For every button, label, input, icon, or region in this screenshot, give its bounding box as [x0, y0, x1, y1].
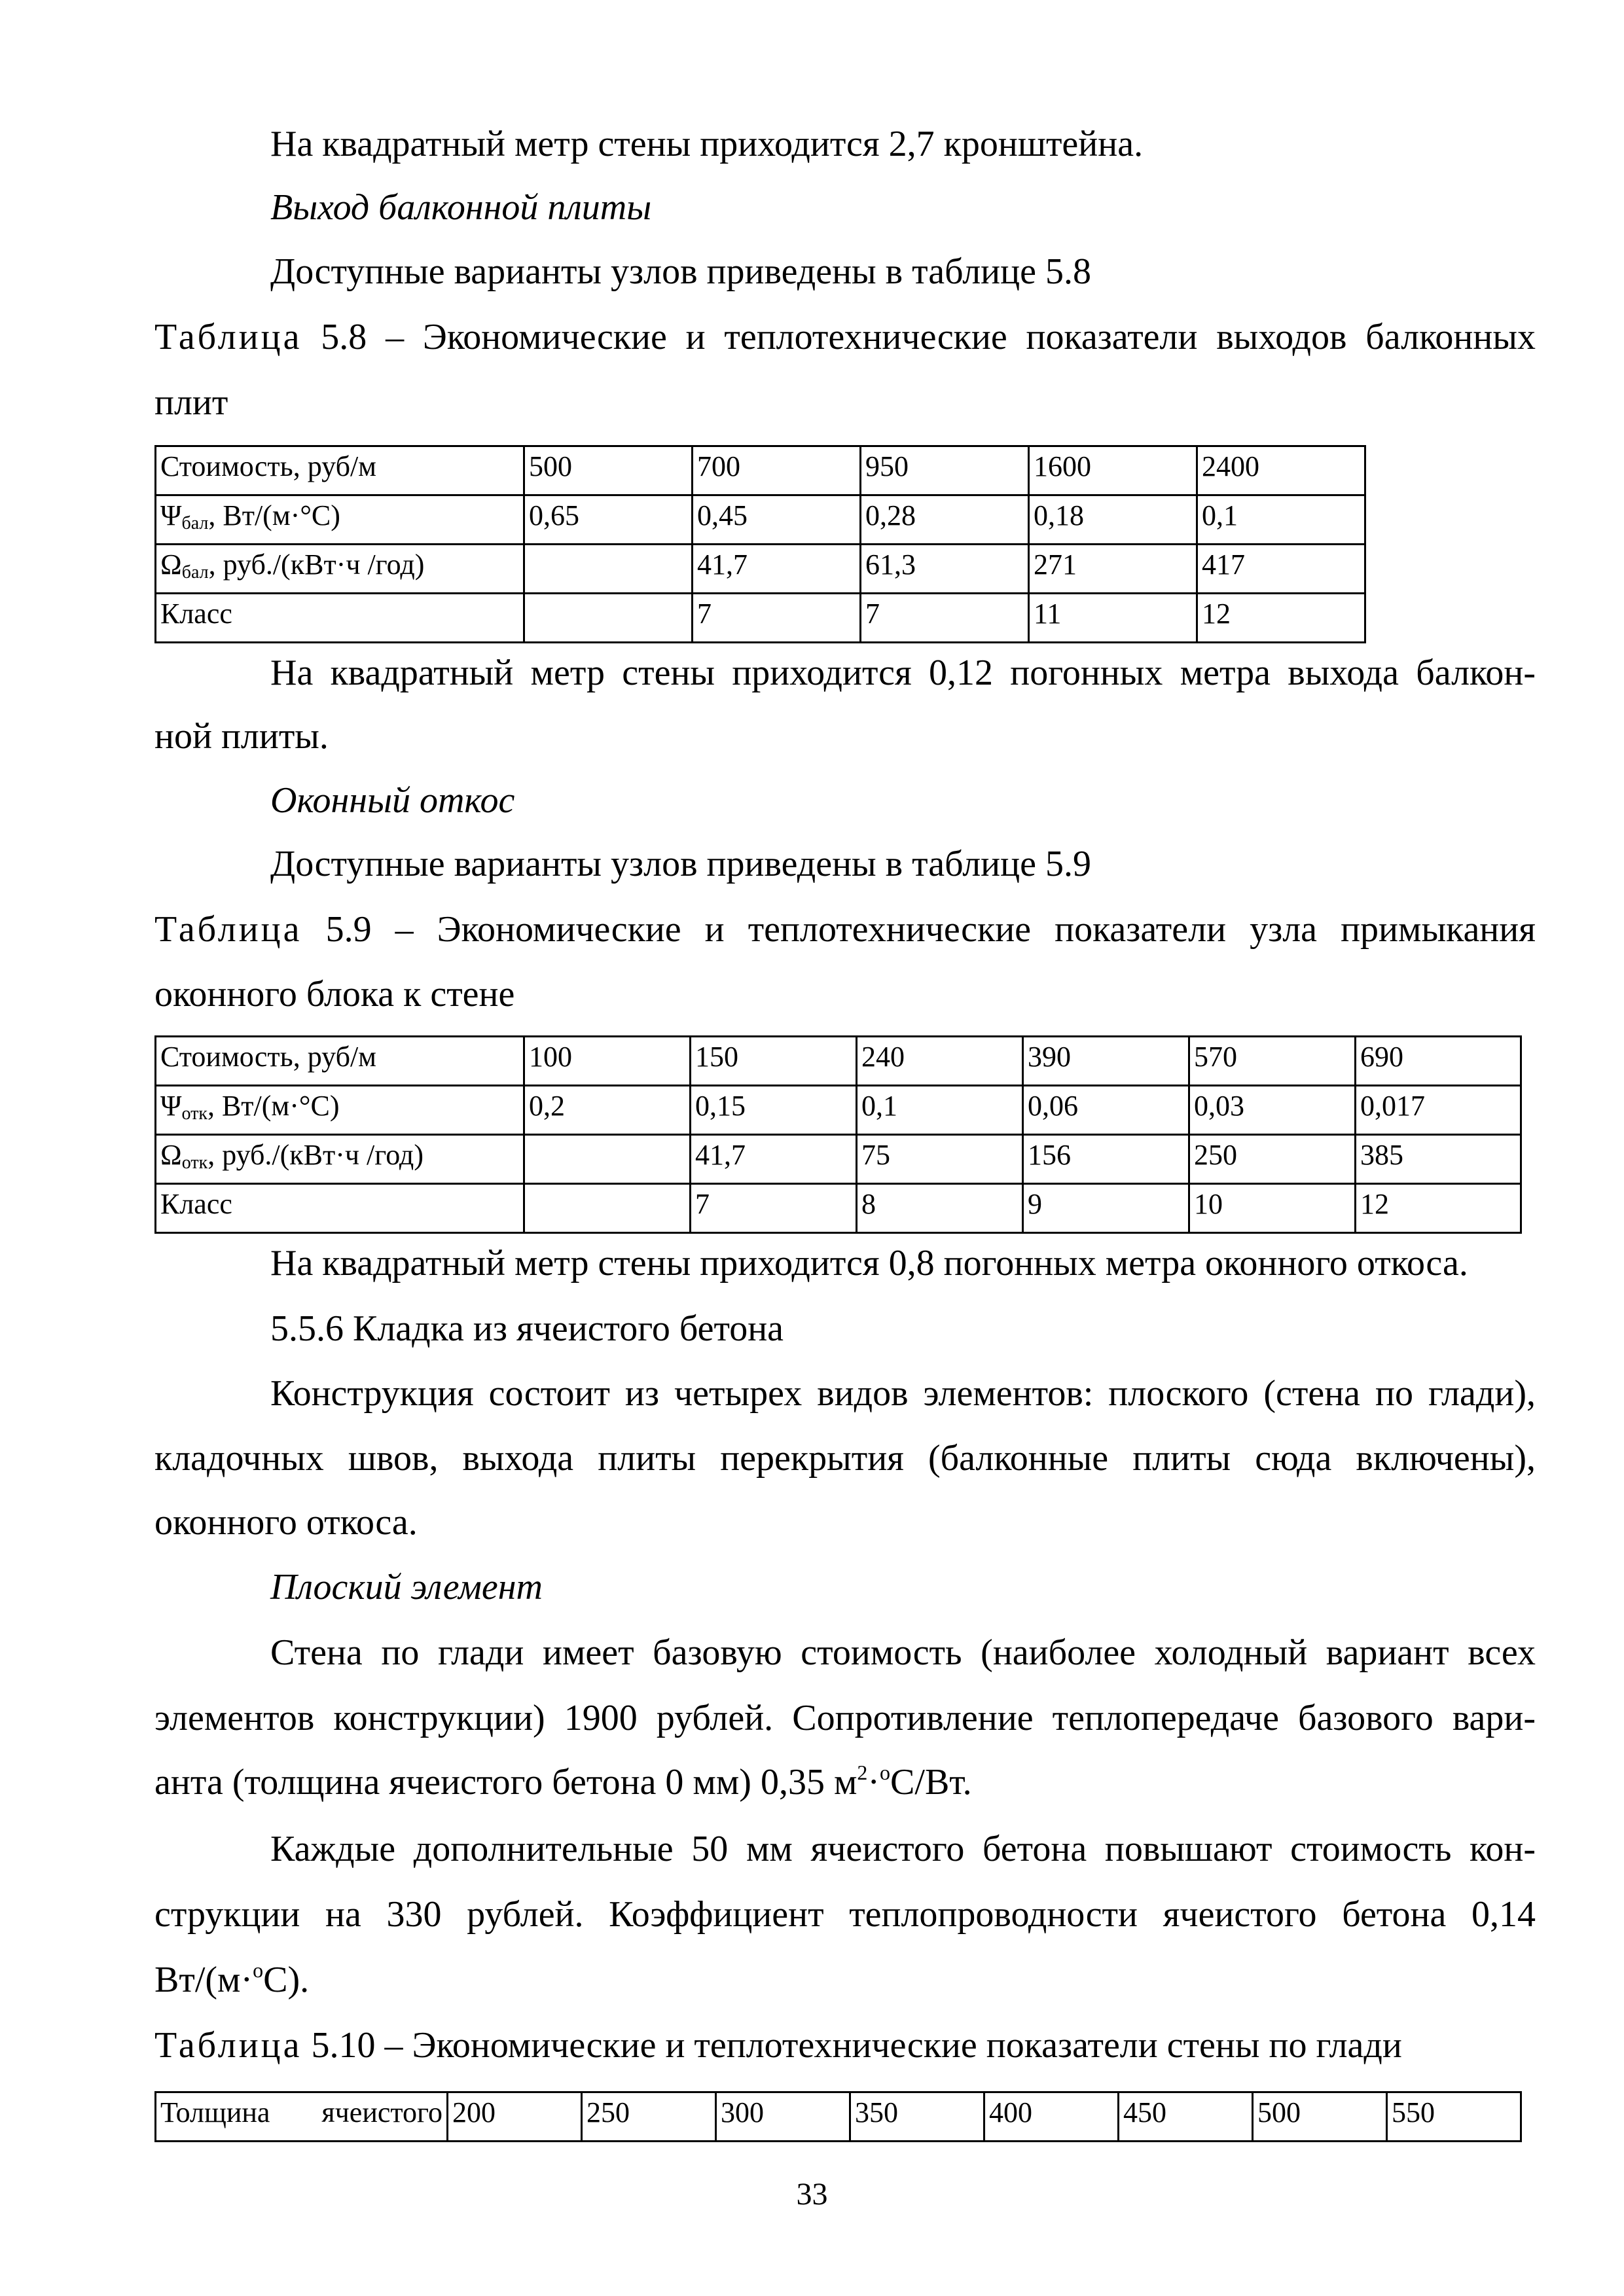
caption-label: Таблица — [154, 909, 302, 950]
omega-symbol: Ω — [160, 1139, 182, 1171]
superscript: 2 — [857, 1761, 868, 1784]
table-cell: 12 — [1356, 1184, 1521, 1233]
table-row — [156, 2092, 1521, 2142]
table-cell: 690 — [1356, 1037, 1521, 1086]
table-5-10 — [154, 2091, 1522, 2142]
unit-text: , Вт/(м·°С) — [208, 499, 340, 531]
paragraph-extra-cost-line1: Каждые дополнительные 50 мм ячеистого бетона повышают стоимость кон- — [270, 1829, 1536, 1869]
paragraph-base-cost-line1: Стена по глади имеет базовую стоимость (наиболее холодный вариант всех — [270, 1632, 1536, 1673]
table-cell: 950 — [861, 446, 1029, 495]
label-part: Толщина — [160, 2096, 270, 2128]
heading-flat-element: Плоский элемент — [270, 1567, 543, 1607]
caption-text: 5.8 – Экономические и теплотехнические показатели выходов балконных — [302, 317, 1536, 357]
row-label — [156, 495, 524, 545]
caption-text: 5.10 – Экономические и теплотехнические показатели стены по глади — [302, 2025, 1402, 2066]
table-cell: 0,45 — [693, 495, 861, 545]
table-cell: 0,65 — [524, 495, 693, 545]
paragraph-balcony-length-line2: ной плиты. — [154, 716, 329, 757]
text-run: Вт/(м· — [154, 1960, 253, 2000]
table-cell: 0,15 — [691, 1086, 857, 1135]
subscript: бал — [181, 562, 209, 583]
row-label: Стоимость, руб/м — [156, 446, 524, 495]
page-number: 33 — [796, 2177, 828, 2212]
table-cell: 12 — [1197, 594, 1365, 643]
table-row — [156, 495, 1365, 545]
paragraph-table59-ref: Доступные варианты узлов приведены в таблице 5.9 — [270, 844, 1091, 884]
paragraph-base-cost-line3 — [154, 1759, 972, 1805]
psi-symbol: Ψ — [160, 1090, 182, 1122]
table-cell: 41,7 — [691, 1135, 857, 1184]
table-cell — [524, 1135, 691, 1184]
table-cell: 450 — [1119, 2092, 1253, 2142]
table58-caption-line1 — [154, 314, 1536, 360]
row-label: Стоимость, руб/м — [156, 1037, 524, 1086]
table-cell: 75 — [857, 1135, 1023, 1184]
section-heading-5-5-6: 5.5.6 Кладка из ячеистого бетона — [270, 1308, 784, 1349]
paragraph-balcony-length-line1: На квадратный метр стены приходится 0,12 погонных метра выхода балкон- — [270, 653, 1536, 693]
table-cell: 200 — [448, 2092, 582, 2142]
table-cell: 240 — [857, 1037, 1023, 1086]
row-label: Класс — [156, 594, 524, 643]
heading-balcony-slab: Выход балконной плиты — [270, 187, 652, 228]
caption-text: 5.9 – Экономические и теплотехнические показатели узла примыкания — [302, 909, 1536, 950]
subscript: отк — [181, 1103, 208, 1124]
paragraph-construction-line1: Конструкция состоит из четырех видов элементов: плоского (стена по глади), — [270, 1373, 1536, 1414]
table-row — [156, 1037, 1521, 1086]
table-cell: 1600 — [1029, 446, 1197, 495]
paragraph-brackets: На квадратный метр стены приходится 2,7 кронштейна. — [270, 124, 1144, 164]
table-cell: 7 — [691, 1184, 857, 1233]
superscript: о — [253, 1958, 264, 1982]
table-cell: 8 — [857, 1184, 1023, 1233]
table-cell: 390 — [1023, 1037, 1189, 1086]
table-cell: 41,7 — [693, 545, 861, 594]
table-cell — [524, 594, 693, 643]
row-label — [156, 1135, 524, 1184]
table-cell: 570 — [1189, 1037, 1356, 1086]
table-cell: 271 — [1029, 545, 1197, 594]
paragraph-base-cost-line2: элементов конструкции) 1900 рублей. Сопротивление теплопередаче базового вари- — [154, 1698, 1536, 1738]
table-cell: 250 — [582, 2092, 716, 2142]
label-part: ячеистого — [321, 2096, 442, 2128]
text-run: С/Вт. — [890, 1762, 972, 1803]
table-cell: 11 — [1029, 594, 1197, 643]
paragraph-construction-line3: оконного откоса. — [154, 1502, 418, 1543]
psi-symbol: Ψ — [160, 499, 182, 531]
table-cell: 417 — [1197, 545, 1365, 594]
table-cell: 0,28 — [861, 495, 1029, 545]
table58-caption-line2: плит — [154, 382, 228, 423]
table-row — [156, 594, 1365, 643]
paragraph-table58-ref: Доступные варианты узлов приведены в таблице 5.8 — [270, 251, 1091, 292]
table-cell: 100 — [524, 1037, 691, 1086]
table-cell — [524, 1184, 691, 1233]
table-cell: 0,1 — [857, 1086, 1023, 1135]
table-cell: 300 — [716, 2092, 850, 2142]
table-cell: 61,3 — [861, 545, 1029, 594]
row-label — [156, 1086, 524, 1135]
table-cell: 700 — [693, 446, 861, 495]
unit-text: , руб./(кВт·ч /год) — [208, 548, 425, 581]
caption-label: Таблица — [154, 317, 302, 357]
row-label — [156, 2092, 448, 2142]
caption-label: Таблица — [154, 2025, 302, 2066]
table-cell: 0,017 — [1356, 1086, 1521, 1135]
table-cell: 7 — [861, 594, 1029, 643]
table-row — [156, 1184, 1521, 1233]
table-cell: 0,1 — [1197, 495, 1365, 545]
table-cell: 250 — [1189, 1135, 1356, 1184]
table-cell: 0,06 — [1023, 1086, 1189, 1135]
subscript: бал — [181, 513, 209, 533]
table-cell: 385 — [1356, 1135, 1521, 1184]
paragraph-extra-cost-line2: струкции на 330 рублей. Коэффициент теплопроводности ячеистого бетона 0,14 — [154, 1894, 1536, 1935]
table-cell: 2400 — [1197, 446, 1365, 495]
text-run: анта (толщина ячеистого бетона 0 мм) 0,35 м — [154, 1762, 857, 1803]
table-cell: 550 — [1387, 2092, 1521, 2142]
table-row — [156, 1086, 1521, 1135]
table-cell: 7 — [693, 594, 861, 643]
table-cell: 150 — [691, 1037, 857, 1086]
table-5-8 — [154, 445, 1366, 643]
table-5-9 — [154, 1035, 1522, 1234]
table-cell: 0,2 — [524, 1086, 691, 1135]
superscript: о — [880, 1761, 891, 1784]
heading-window-reveal: Оконный откос — [270, 780, 515, 821]
omega-symbol: Ω — [160, 548, 182, 581]
table-cell: 0,18 — [1029, 495, 1197, 545]
table-row — [156, 446, 1365, 495]
table-cell: 156 — [1023, 1135, 1189, 1184]
row-label: Класс — [156, 1184, 524, 1233]
unit-text: , Вт/(м·°С) — [207, 1090, 340, 1122]
table-cell: 0,03 — [1189, 1086, 1356, 1135]
row-label — [156, 545, 524, 594]
table-cell — [524, 545, 693, 594]
text-run: · — [867, 1762, 880, 1803]
paragraph-construction-line2: кладочных швов, выхода плиты перекрытия (балконные плиты сюда включены), — [154, 1438, 1536, 1479]
text-run: С). — [263, 1960, 310, 2000]
table-row — [156, 1135, 1521, 1184]
table-cell: 500 — [524, 446, 693, 495]
subscript: отк — [181, 1153, 208, 1173]
table-cell: 9 — [1023, 1184, 1189, 1233]
unit-text: , руб./(кВт·ч /год) — [208, 1139, 424, 1171]
table-cell: 350 — [850, 2092, 984, 2142]
table-row — [156, 545, 1365, 594]
table510-caption — [154, 2022, 1402, 2068]
table-cell: 10 — [1189, 1184, 1356, 1233]
table59-caption-line1 — [154, 906, 1536, 952]
paragraph-window-length: На квадратный метр стены приходится 0,8 погонных метра оконного откоса. — [270, 1243, 1468, 1283]
table-cell: 500 — [1253, 2092, 1387, 2142]
table59-caption-line2: оконного блока к стене — [154, 974, 515, 1014]
table-cell: 400 — [984, 2092, 1119, 2142]
paragraph-extra-cost-line3 — [154, 1957, 309, 2003]
